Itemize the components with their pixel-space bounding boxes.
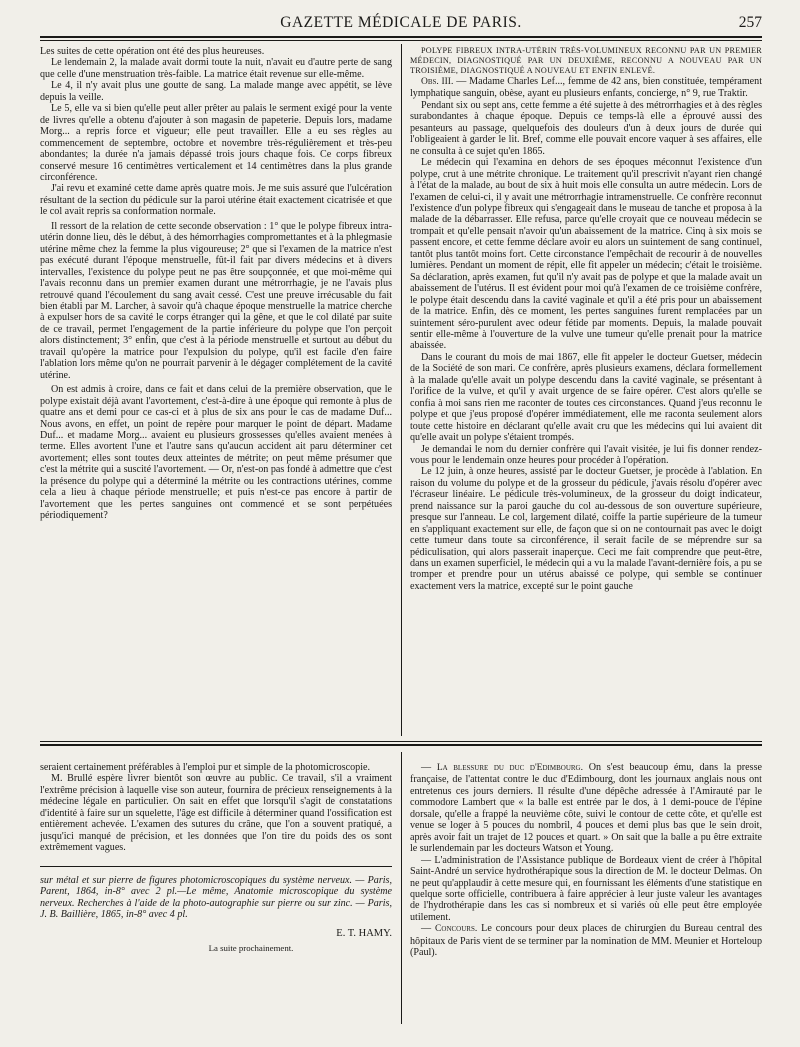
- paragraph: J'ai revu et examiné cette dame après quatre mois. Je me suis assuré que l'ulcération résultant de la section du pédicule sur la paroi utérine était exactement cicatrisée et que le col avait repris sa conformation normale.: [40, 183, 392, 218]
- observation-title: POLYPE FIBREUX INTRA-UTÉRIN TRÈS-VOLUMINEUX RECONNU PAR UN PREMIER MÉDECIN, DIAGNOSTIQUÉ PAR UN DEUXIÈME, RECONNU A NOUVEAU PAR UN TROISIÈME, DIAGNOSTIQUÉ A NOUVEAU ET ENFIN ENLEVÉ.: [410, 46, 762, 75]
- paragraph: Le médecin qui l'examina en dehors de ses époques méconnut l'existence d'un polype, crut à une métrite chronique. Le traitement qu'il prescrivit n'ayant rien changé à l'état de la malade, au bout de six à huit mois elle consulta un autre médecin. Lors de l'examen de celui-ci, il y avait une métrorrhagie intramenstruelle. Ce confrère reconnut l'existence d'un polype fibreux qui s'engageait dans le museau de tanche et proposa à la malade de la débarrasser. Elle refusa, parce qu'elle croyait que ce nouveau médecin se trompait et qu'elle pensait n'avoir qu'un abaissement de la matrice. Cinq à six mois se passent encore, et cette femme déclare avoir eu alors un suintement de sang continuel, tantôt plus tantôt moins fort. Cette circonstance l'empêchait de recourir à de nouvelles lumières. Pendant un moment de répit, elle fit appeler un médecin; c'était le troisième. Sa déclaration, après examen, fut qu'il n'y avait pas de polype et que la malade avait un abaissement de l'utérus. Il est évident pour moi qu'à l'examen de ce troisième confrère, le polype était descendu dans la cavité vaginale et qu'il a été pris pour un abaissement de la matrice. Enfin, dès ce moment, les pertes sanguines furent remplacées par un suintement séro-purulent avec odeur fétide par moments. Depuis, la malade pouvait sentir elle-même à l'ouverture de la vulve une tumeur qu'elle prenait pour la matrice abaissée.: [410, 157, 762, 352]
- news-text: On s'est beaucoup ému, dans la presse française, de l'attentat contre le duc d'Edimbourg, dont les journaux anglais nous ont entretenus ces jours derniers. Il résulte d'une dépêche adressée à l'Amirauté par le commodore Lambert que « la balle est entrée par le dos, à 1 demi-pouce de l'épine dorsale, qu'elle a frappé la neuvième côte, suivi le contour de cette côte, et qu'elle est venue se loger à 5 pouces du nombril, 4 pouces et demi plus bas que le sein droit, après avoir fait un trajet de 12 pouces et quart. » On sait que la balle a pu être extraite le surlendemain par les docteurs Watson et Young.: [410, 762, 762, 855]
- obs-text: — Madame Charles Lef..., femme de 42 ans, bien constituée, tempérament lymphatique sanguin, obèse, ayant eu plusieurs enfants, concierge, n° 9, rue Traktir.: [410, 76, 762, 100]
- page-number: 257: [738, 14, 762, 31]
- footnote-rule: [40, 866, 392, 867]
- header-rule-thick: [40, 36, 762, 38]
- paragraph: Pendant six ou sept ans, cette femme a été sujette à des métrorrhagies et à des règles surabondantes à chaque époque. Depuis ce temps-là elle a éprouvé aussi des pesanteurs au passage, quelquefois des douleurs d'un à deux jours de durée qui l'obligeaient à garder le lit. Bref, comme elle pouvait encore vaquer à ses affaires, elle ne consulta à ce sujet qu'en 1865.: [410, 99, 762, 157]
- header-rule-thin: [40, 40, 762, 41]
- paragraph: Les suites de cette opération ont été des plus heureuses.: [40, 46, 265, 57]
- page-header: [40, 12, 762, 34]
- paragraph: [410, 76, 762, 100]
- section-rule-thick: [40, 744, 762, 746]
- bottom-right-column: [410, 762, 762, 1032]
- paragraph: Je demandai le nom du dernier confrère qui l'avait visitée, je lui fis donner rendez-vous pour le lendemain onze heures pour procéder à l'opération.: [410, 443, 762, 466]
- column-divider-bottom: [401, 752, 402, 1024]
- top-right-column: [410, 46, 762, 736]
- paragraph: On est admis à croire, dans ce fait et dans celui de la première observation, que le polype existait déjà avant l'avortement, c'est-à-dire à une époque qui remonte à plus de quatre ans et demi pour ce cas-ci et à plus de six ans pour le cas de madame Duf... Nous avons, en effet, un point de repère pour marquer le point de départ. Madame Duf... et madame Morg... avaient eu plusieurs grossesses qu'elles avaient menées à terme. Elles avortent l'une et l'autre sans qu'aucun accident ait paru déterminer cet avortement; elles sont toutes deux atteintes de métrite; on peut même présumer que c'est la métrite qui a suscité l'avortement. — Or, n'est-on pas fondé à admettre que c'est la présence du polype qui a déterminé la métrite ou les contractions utérines, comme cela a lieu à chaque période menstruelle; et puis n'est-ce pas encore à partir de l'avortement que les pertes sanguines ont commencé et se sont perpétuées périodiquement?: [40, 384, 392, 522]
- footnote: sur métal et sur pierre de figures photomicroscopiques du système nerveux. — Paris, Parent, 1864, in-8° avec 2 pl.—Le même, Anatomie microscopique du système nerveux. Recherches à l'aide de la photo-autographie sur pierre ou sur zinc. — Paris, J. B. Baillière, 1865, in-8° avec 4 pl.: [40, 874, 392, 920]
- top-left-column: [40, 46, 392, 736]
- news-text: L'administration de l'Assistance publique de Bordeaux vient de créer à l'hôpital Saint-André un service hydrothérapique sous la direction de M. le docteur Delmas. On ne peut qu'applaudir à cette mesure qui, en fournissant les éléments d'une statistique en quelque sorte officielle, contribuera à faire apprécier à leur juste valeur les avantages de l'hydrothérapie dans les cas si nombreux et si variés où elle peut être employée utilement.: [410, 854, 762, 923]
- column-divider-top: [401, 44, 402, 736]
- news-text: Le concours pour deux places de chirurgien du Bureau central des hôpitaux de Paris vient de se terminer par la nomination de MM. Meunier et Horteloup (Paul).: [410, 923, 762, 959]
- author-signature: E. T. HAMY.: [336, 928, 392, 940]
- paragraph: Le 12 juin, à onze heures, assisté par le docteur Guetser, je procède à l'ablation. En raison du volume du polype et de la grosseur du pédicule, j'avais résolu d'opérer avec l'écraseur linéaire. Le pédicule très-volumineux, de la grosseur du doigt indicateur, prend naissance sur la paroi gauche du col au-dessous de son ouverture supérieure, presque sur l'anneau. Le col, largement dilaté, coiffe la partie supérieure de la tumeur en s'appliquant exactement sur elle, de façon que si on ne contournait pas avec le doigt cette tumeur dans toute sa circonférence, il serait facile de se méprendre sur sa pédiculisation, qui alors passerait inaperçue. Ceci me fait comprendre que peut-être, dans un examen superficiel, le médecin qui a vu la malade l'avant-dernière fois, a pu se tromper et prendre pour un utérus abaissé ce polype, qui semble se continuer exactement vers la matrice, excepté sur le point gauche: [410, 466, 762, 592]
- news-item: — Concours. Le concours pour deux places de chirurgien du Bureau central des hôpitaux de Paris vient de se terminer par la nomination de MM. Meunier et Horteloup (Paul).: [410, 923, 762, 959]
- news-label: Concours.: [435, 924, 478, 935]
- paragraph: Il ressort de la relation de cette seconde observation : 1° que le polype fibreux intra-utérin donne lieu, dès le début, à des hémorrhagies compromettantes et à la phlegmasie utérine même chez la femme la plus vigoureuse; 2° que si l'examen de la matrice n'est pas exécuté durant l'époque menstruelle, fût-il fait par divers médecins et à divers intervalles, l'existence du polype peut ne pas être soupçonnée, et que moi-même qui l'avais reconnu dans un premier examen durant une métrorrhagie, je ne l'avais plus retrouvé quand l'écoulement du sang avait cessé. C'est une preuve irrécusable du fait bien établi par M. Larcher, à savoir qu'à chaque époque menstruelle la matrice cherche à expulser hors de sa cavité le corps étranger qui la gêne, et que le col dilaté par suite de ce travail, permet l'engagement de la partie inférieure du polype que l'on perçoit alors distinctement; 3° enfin, que c'est à la période menstruelle et surtout au début du travail qu'opère la matrice pour l'expulsion du polype, qu'il est facile d'en faire l'ablation lors même qu'on ne pourrait parvenir à le dégager complétement de la cavité utérine.: [40, 220, 392, 381]
- paragraph: Le 4, il n'y avait plus une goutte de sang. La malade mange avec appétit, se lève depuis la veille.: [40, 80, 392, 103]
- paragraph: Le lendemain 2, la malade avait dormi toute la nuit, n'avait eu d'autre perte de sang que celle d'une menstruation très-faible. La matrice était revenue sur elle-même.: [40, 57, 392, 80]
- news-item: — La blessure du duc d'Edimbourg. On s'est beaucoup ému, dans la presse française, de l'attentat contre le duc d'Edimbourg, dont les journaux anglais nous ont entretenus ces jours derniers. Il résulte d'une dépêche adressée à l'Amirauté par le commodore Lambert que « la balle est entrée par le dos, à 1 demi-pouce de l'épine dorsale, qu'elle a frappé la neuvième côte, suivi le contour de cette côte, et qu'elle est venue se loger à 5 pouces du nombril, 4 pouces et demi plus bas que le sein droit, après avoir fait un trajet de 12 pouces et quart. » On sait que la balle a pu être extraite le surlendemain par les docteurs Watson et Young.: [410, 762, 762, 855]
- journal-title: GAZETTE MÉDICALE DE PARIS.: [280, 14, 522, 31]
- paragraph: M. Brullé espère livrer bientôt son œuvre au public. Ce travail, s'il a vraiment l'extrême précision à laquelle vise son auteur, fournira de précieux renseignements à la médecine légale en particulier. On sait en effet que lorsqu'il s'agit de constatations d'identité à faire sur un squelette, l'âge est difficile à déterminer quand l'ossification est entièrement achevée. L'examen des sutures du crâne, que l'on a souvent pratiqué, a jusqu'ici manqué de précision, et les données que l'on tire du poids des os sont extrêmement vagues.: [40, 773, 392, 854]
- paragraph: Le 5, elle va si bien qu'elle peut aller prêter au palais le serment exigé pour la vente de livres qu'elle a obtenu d'ajouter à son magasin de papeterie. Depuis lors, madame Morg... a repris force et vigueur; elle peut travailler. Elle a eu ses règles au commencement de septembre, octobre et novembre très-régulièrement et très-peu abondantes; la durée n'a jamais dépassé trois jours chaque fois. Ce corps fibreux conservé mesure 16 centimètres verticalement et 14 centimètres dans la plus grande circonférence.: [40, 103, 392, 183]
- continuation-note: La suite prochainement.: [208, 942, 294, 953]
- bottom-left-column: [40, 762, 392, 1042]
- paragraph: seraient certainement préférables à l'emploi pur et simple de la photomicroscopie.: [40, 762, 371, 773]
- section-rule-thin: [40, 741, 762, 742]
- paragraph: Dans le courant du mois de mai 1867, elle fit appeler le docteur Guetser, médecin de la Société de son mari. Ce confrère, après plusieurs examens, déclara formellement à la malade qu'elle avait un polype descendu dans la cavité vaginale, se présentant à l'orifice de la vulve, et qu'il y avait urgence de se faire opérer. C'est alors qu'elle se confia à moi sans rien me raconter de toutes ces circonstances. Quand j'eus reconnu le polype et que j'eus proposé d'opérer immédiatement, elle me raconta seulement alors toute cette histoire en déclarant qu'elle avait cru que les médecins qui lui avaient dit qu'elle avait un polype s'étaient trompés.: [410, 351, 762, 444]
- obs-label: Obs. III.: [421, 77, 454, 87]
- news-item: — L'administration de l'Assistance publique de Bordeaux vient de créer à l'hôpital Saint-André un service hydrothérapique sous la direction de M. le docteur Delmas. On ne peut qu'applaudir à cette mesure qui, en fournissant les éléments d'une statistique en quelque sorte officielle, contribuera à faire apprécier à leur juste valeur les avantages de l'hydrothérapie dans les cas si nombreux et si variés où elle peut être employée utilement.: [410, 854, 762, 923]
- news-label: La blessure du duc d'Edimbourg.: [436, 763, 583, 773]
